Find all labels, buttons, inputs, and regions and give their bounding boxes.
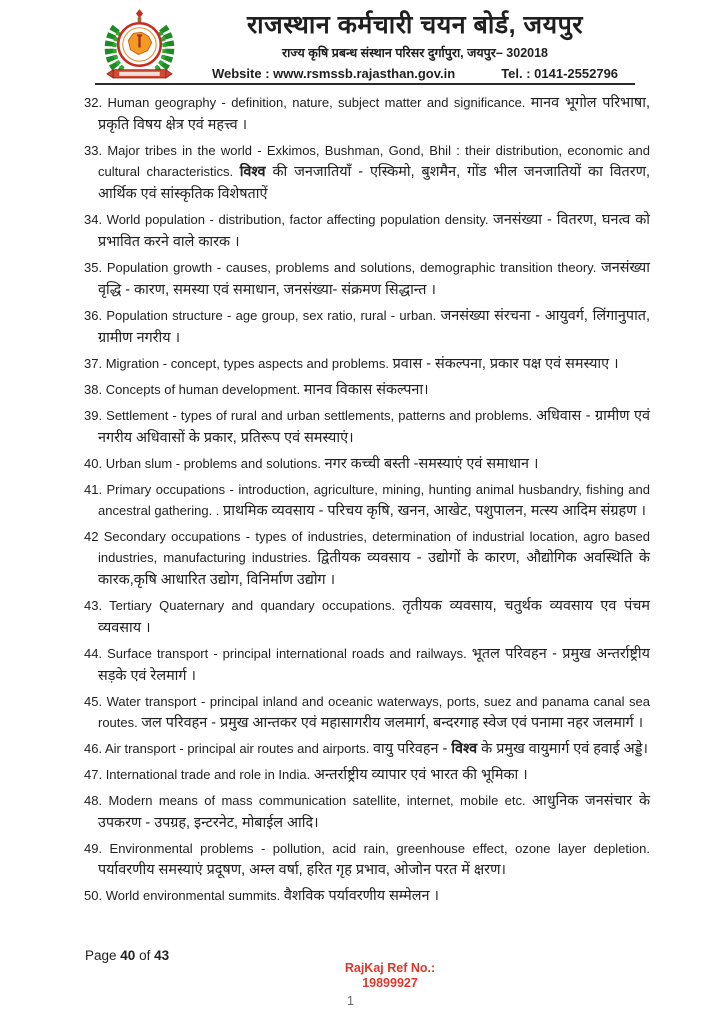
item-number: 47. <box>84 767 106 782</box>
syllabus-item-41 <box>84 479 650 522</box>
item-text-hindi: मानव विकास संकल्पना। <box>303 382 429 398</box>
item-text-hindi: की जनजातियाँ - एस्किमो, बुशमैन, गोंड भील जनजातियों का वितरण, आर्थिक एवं सांस्कृतिक विशेषताऐं <box>98 164 650 202</box>
item-text-hindi: मानव भूगोल परिभाषा, प्रकृति विषय क्षेत्र एवं महत्त्व । <box>98 95 650 133</box>
item-number: 49. <box>84 841 110 856</box>
syllabus-list <box>84 92 650 911</box>
website-text: Website : www.rsmssb.rajasthan.gov.in <box>211 65 456 81</box>
syllabus-item-37 <box>84 353 650 375</box>
of-word: of <box>139 948 151 963</box>
item-text-hindi: जल परिवहन - प्रमुख आन्तकर एवं महासागरीय जलमार्ग, बन्दरगाह स्वेज एवं पनामा नहर जलमार्ग । <box>141 715 644 731</box>
item-text-hindi: प्राथमिक व्यवसाय - परिचय कृषि, खनन, आखेट, पशुपालन, मत्स्य आदिम संग्रहण । <box>223 503 646 519</box>
header <box>170 12 660 81</box>
item-text-hindi: जनसंख्या - वितरण, घनत्व को प्रभावित करने वाले कारक । <box>98 212 651 250</box>
item-text-english: Air transport - principal air routes and airports. <box>104 741 374 756</box>
org-address: राज्य कृषि प्रबन्ध संस्थान परिसर दुर्गापुरा, जयपुर– 302018 <box>282 45 548 60</box>
item-text-hindi: अन्तर्राष्ट्रीय व्यापार एवं भारत की भूमिका । <box>313 767 528 783</box>
syllabus-item-46 <box>84 738 650 760</box>
syllabus-item-48 <box>84 790 650 834</box>
syllabus-item-36 <box>84 305 650 349</box>
item-text-hindi: तृतीयक व्यवसाय, चतुर्थक व्यवसाय एव पंचम व्यवसाय । <box>98 598 651 636</box>
item-number: 36. <box>84 308 107 323</box>
item-text-hindi: वैशविक पर्यावरणीय सम्मेलन । <box>283 888 439 904</box>
item-text-hindi: भूतल परिवहन - प्रमुख अन्तर्राष्ट्रीय सड़के एवं रेलमार्ग । <box>98 646 651 684</box>
item-text-english: Major tribes in the world - Exkimos, Bushman, Gond, Bhil : their distribution, economic and cultural characteristics. <box>98 143 650 179</box>
header-divider <box>95 83 635 85</box>
item-text-english: Primary occupations - introduction, agriculture, mining, hunting animal husbandry, fishing and ancestral gathering. . <box>98 482 650 518</box>
telephone-text: Tel. : 0141-2552796 <box>501 65 619 81</box>
item-number: 33. <box>84 143 108 158</box>
item-text-english: Settlement - types of rural and urban settlements, patterns and problems. <box>106 408 537 423</box>
item-text-hindi: अधिवास - ग्रामीण एवं नगरीय अधिवासों के प्रकार, प्रतिरूप एवं समस्याएं। <box>98 408 651 446</box>
item-text-hindi: के प्रमुख वायुमार्ग एवं हवाई अड्डे। <box>477 741 648 757</box>
page-number: 1 <box>347 994 354 1008</box>
syllabus-item-47 <box>84 764 650 786</box>
item-text-hindi: पर्यावरणीय समस्याएं प्रदूषण, अम्ल वर्षा, हरित गृह प्रभाव, ओजोन परत में क्षरण। <box>98 862 506 878</box>
item-text-english: World population - distribution, factor affecting population density. <box>106 212 494 227</box>
rajkaj-ref-label: RajKaj Ref No.: <box>344 961 436 975</box>
item-text-english: Urban slum - problems and solutions. <box>105 456 325 471</box>
item-text-hindi: जनसंख्या संरचना - आयुवर्ग, लिंगानुपात, ग्रामीण नगरीय । <box>98 308 650 346</box>
syllabus-item-38 <box>84 379 650 401</box>
item-text-english: Tertiary Quaternary and quandary occupations. <box>109 598 403 613</box>
item-number: 35. <box>84 260 107 275</box>
item-text-english: Environmental problems - pollution, acid rain, greenhouse effect, ozone layer depletion. <box>109 841 650 856</box>
syllabus-item-32 <box>84 92 650 136</box>
item-number: 42 <box>84 529 104 544</box>
syllabus-item-50 <box>84 885 650 907</box>
item-number: 40. <box>84 456 106 471</box>
item-text-english: Population growth - causes, problems and solutions, demographic transition theory. <box>106 260 602 275</box>
item-text-hindi: आधुनिक जनसंचार के उपकरण - उपग्रह, इन्टरनेट, मोबाईल आदि। <box>98 793 650 831</box>
item-text-hindi: विश्व <box>239 164 266 180</box>
page-total: 43 <box>154 948 170 963</box>
contact-line <box>170 66 660 81</box>
item-text-hindi: प्रवास - संकल्पना, प्रकार पक्ष एवं समस्याए । <box>392 356 619 372</box>
item-text-english: Surface transport - principal international roads and railways. <box>107 646 472 661</box>
rajkaj-ref-number: 19899927 <box>362 975 418 990</box>
item-text-hindi: वायु परिवहन - <box>373 741 452 757</box>
item-text-english: Migration - concept, types aspects and problems. <box>105 356 393 371</box>
syllabus-item-34 <box>84 209 650 253</box>
item-text-english: Modern means of mass communication satellite, internet, mobile etc. <box>108 793 532 808</box>
item-number: 50. <box>84 888 106 903</box>
item-number: 32. <box>84 95 108 110</box>
syllabus-item-44 <box>84 643 650 687</box>
syllabus-item-49 <box>84 838 650 881</box>
page-current: 40 <box>120 948 136 963</box>
item-text-hindi: जनसंख्या वृद्धि - कारण, समस्या एवं समाधान, जनसंख्या- संक्रमण सिद्धान्त । <box>98 260 651 298</box>
item-text-hindi: विश्व <box>451 741 478 757</box>
item-number: 34. <box>84 212 107 227</box>
org-title: राजस्थान कर्मचारी चयन बोर्ड, जयपुर <box>246 11 584 39</box>
syllabus-item-40 <box>84 453 650 475</box>
item-text-english: Human geography - definition, nature, subject matter and significance. <box>107 95 531 110</box>
item-number: 44. <box>84 646 108 661</box>
page-indicator <box>85 948 169 963</box>
syllabus-item-43 <box>84 595 650 639</box>
page-word: Page <box>85 948 117 963</box>
syllabus-item-42 <box>84 526 650 591</box>
item-text-hindi: नगर कच्ची बस्ती -समस्याएं एवं समाधान । <box>324 456 539 472</box>
rajkaj-ref <box>290 961 490 990</box>
item-number: 46. <box>84 741 105 756</box>
item-text-english: Population structure - age group, sex ratio, rural - urban. <box>106 308 441 323</box>
item-text-hindi: द्वितीयक व्यवसाय - उद्योगों के कारण, औद्योगिक अवस्थिति के कारक,कृषि आधारित उद्योग, विनिर्माण उद्योग । <box>98 550 650 588</box>
item-number: 39. <box>84 408 107 423</box>
item-number: 38. <box>84 382 106 397</box>
item-number: 43. <box>84 598 110 613</box>
item-number: 41. <box>84 482 107 497</box>
item-text-english: Water transport - principal inland and oceanic waterways, ports, suez and panama canal sea routes. <box>98 694 650 730</box>
item-number: 45. <box>84 694 107 709</box>
item-number: 37. <box>84 356 106 371</box>
item-number: 48. <box>84 793 109 808</box>
syllabus-item-45 <box>84 691 650 734</box>
syllabus-item-35 <box>84 257 650 301</box>
item-text-english: Secondary occupations - types of industries, determination of industrial location, agro based industries, manufacturing industries. <box>98 529 650 565</box>
item-text-english: International trade and role in India. <box>105 767 314 782</box>
item-text-english: Concepts of human development. <box>105 382 304 397</box>
syllabus-item-39 <box>84 405 650 449</box>
syllabus-item-33 <box>84 140 650 205</box>
item-text-english: World environmental summits. <box>105 888 284 903</box>
